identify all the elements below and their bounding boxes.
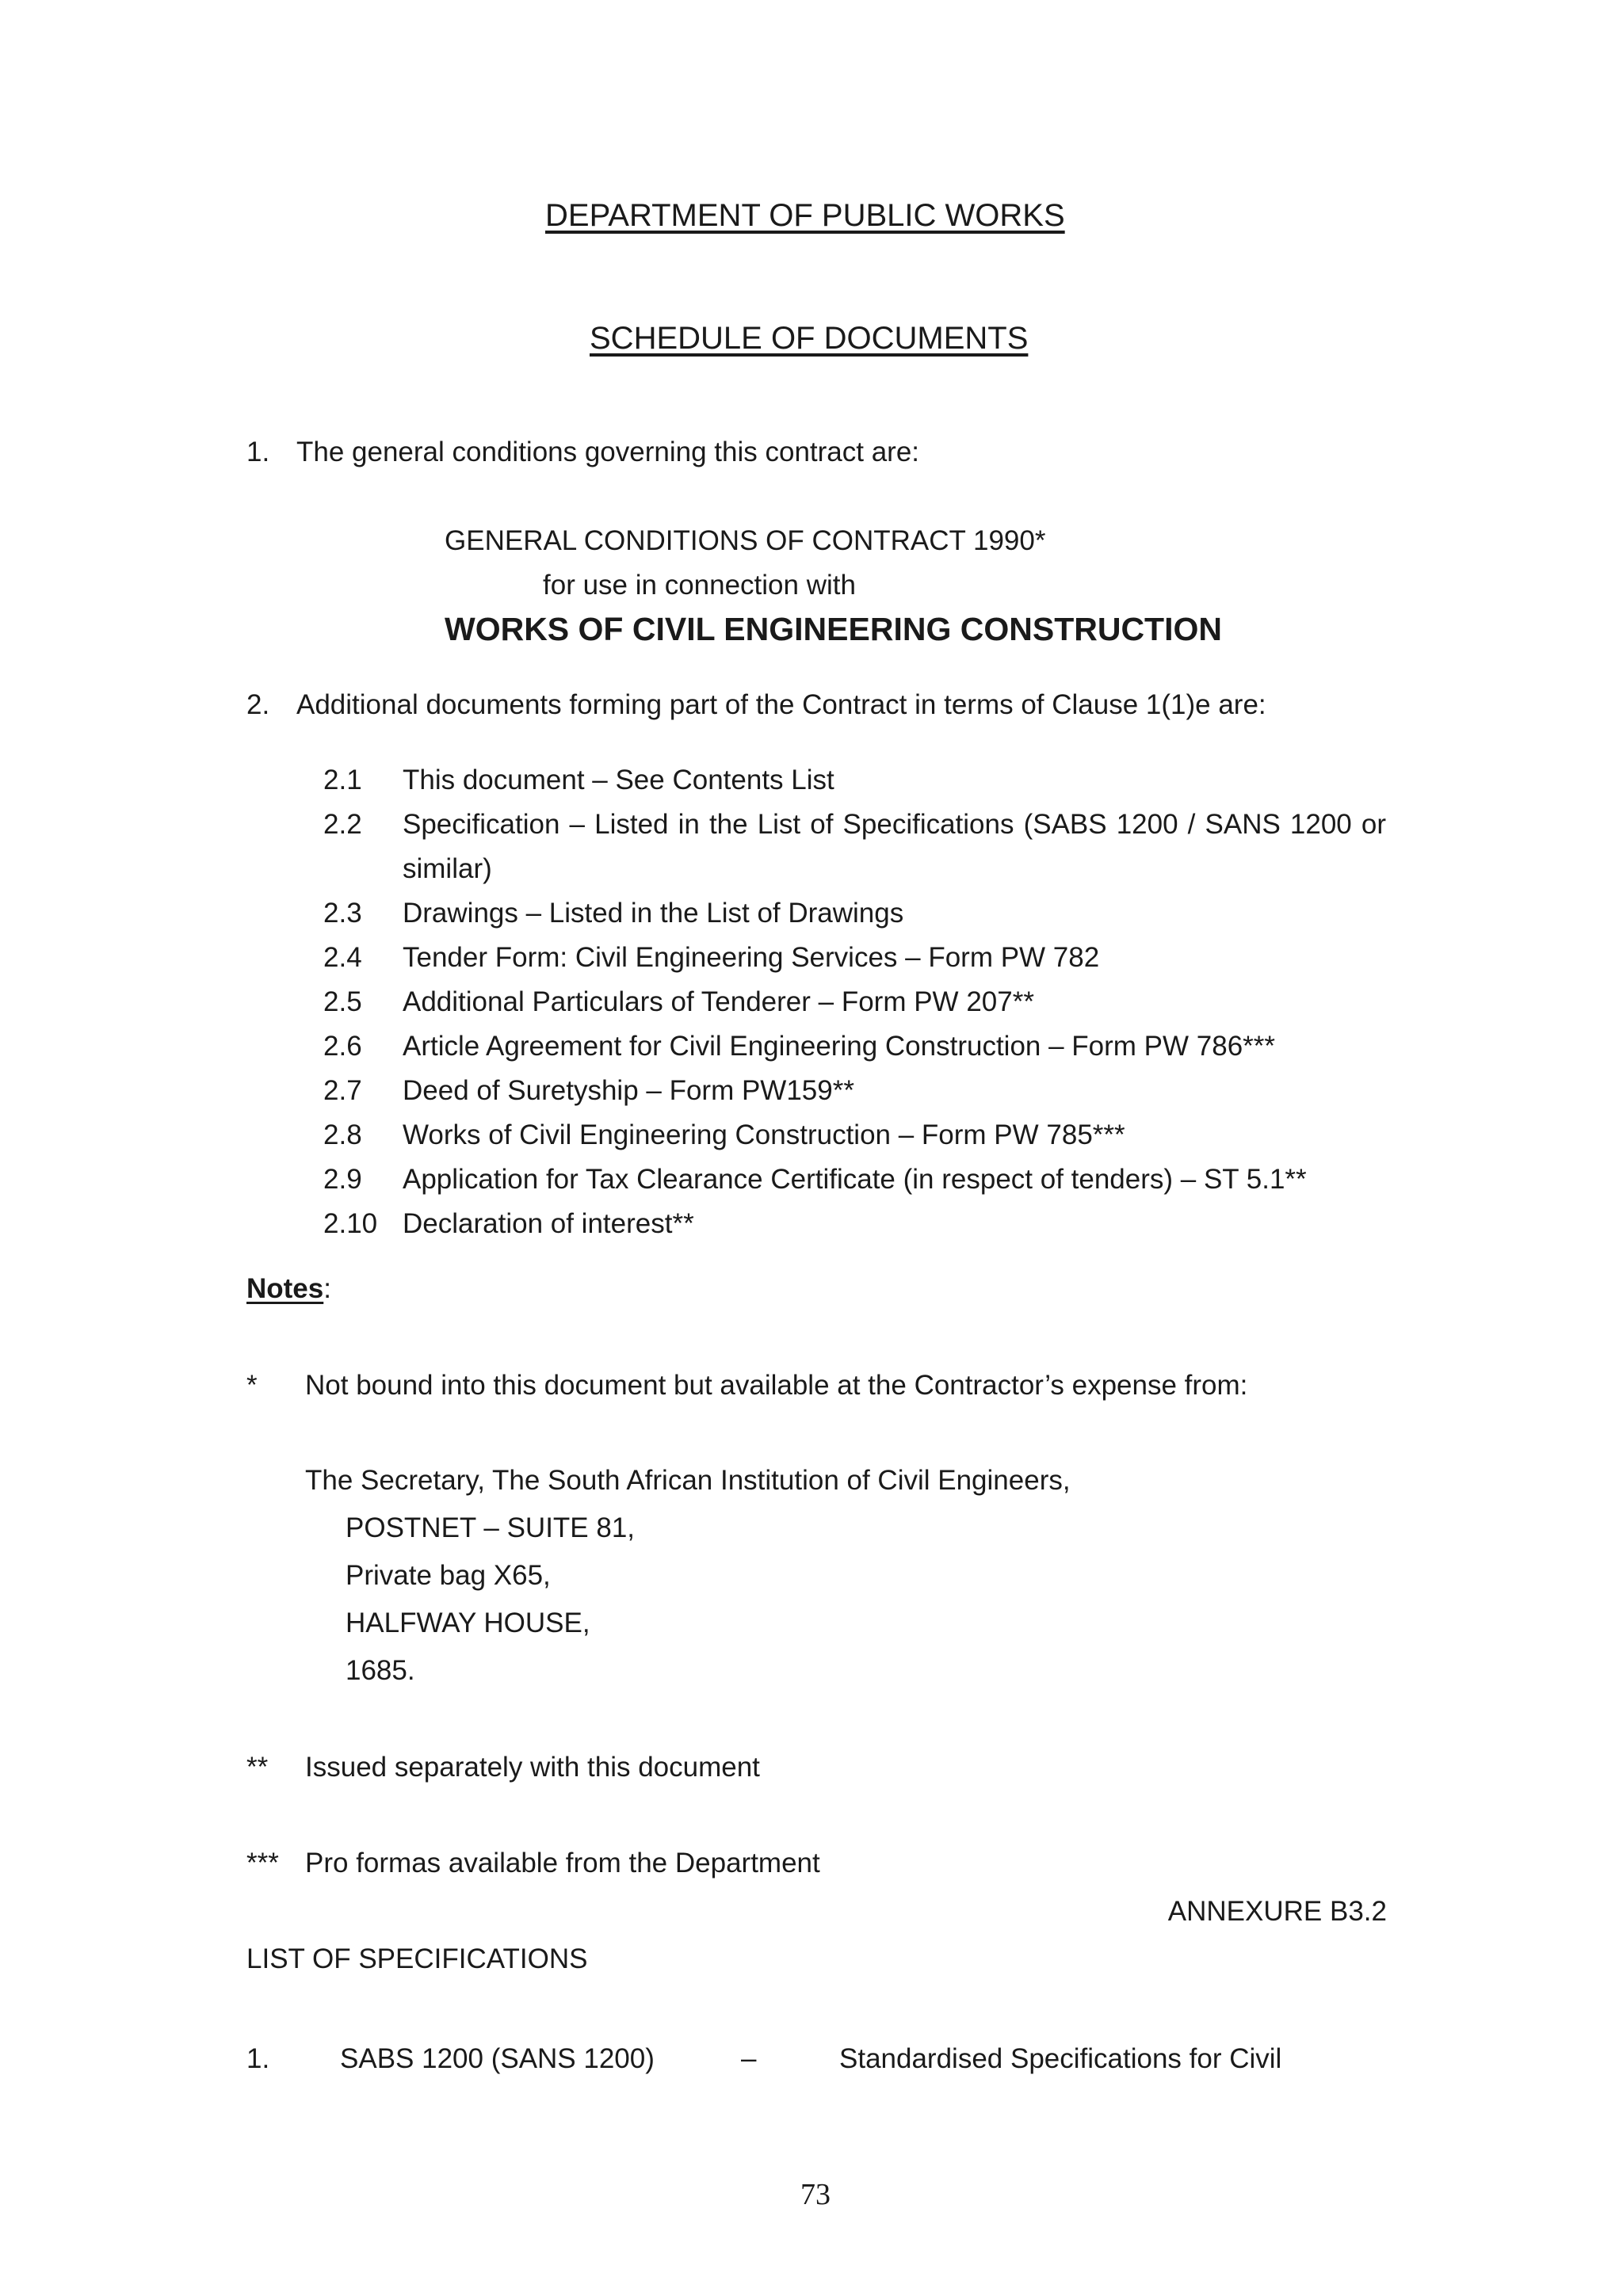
note1-mark: * <box>246 1370 258 1401</box>
subitem-text: Tender Form: Civil Engineering Services – Form PW 782 <box>403 942 1100 973</box>
subitem-text: This document – See Contents List <box>403 765 834 795</box>
note3-mark: *** <box>246 1848 279 1878</box>
spec-item-number: 1. <box>246 2043 270 2074</box>
page-number: 73 <box>800 2178 831 2211</box>
subitem-number: 2.8 <box>323 1119 362 1150</box>
department-heading: DEPARTMENT OF PUBLIC WORKS <box>545 198 1065 233</box>
subitem-number: 2.5 <box>323 986 362 1017</box>
gcc-line3: WORKS OF CIVIL ENGINEERING CONSTRUCTION <box>445 611 1222 647</box>
subitem-number: 2.1 <box>323 765 362 795</box>
item1-number: 1. <box>246 437 270 467</box>
subitem-text: Declaration of interest** <box>403 1208 694 1239</box>
note2-mark: ** <box>246 1752 269 1783</box>
address-line: Private bag X65, <box>346 1560 551 1591</box>
spec-item-dash: – <box>741 2043 757 2074</box>
annexure-label: ANNEXURE B3.2 <box>1167 1896 1387 1927</box>
item1-text: The general conditions governing this contract are: <box>296 437 920 467</box>
item2-text: Additional documents forming part of the Contract in terms of Clause 1(1)e are: <box>296 689 1266 720</box>
subitem-text: Drawings – Listed in the List of Drawings <box>403 898 904 929</box>
subitem-number: 2.4 <box>323 942 362 973</box>
spec-item-text: Standardised Specifications for Civil <box>839 2043 1282 2074</box>
subitem-number: 2.6 <box>323 1031 362 1062</box>
notes-colon: : <box>323 1273 331 1304</box>
address-line: POSTNET – SUITE 81, <box>346 1512 636 1543</box>
notes-label: Notes <box>246 1273 324 1304</box>
note3-text: Pro formas available from the Department <box>305 1848 820 1878</box>
address-line: The Secretary, The South African Institution of Civil Engineers, <box>305 1465 1071 1496</box>
subitem-text: Application for Tax Clearance Certificate (in respect of tenders) – ST 5.1** <box>403 1164 1307 1195</box>
note2-text: Issued separately with this document <box>305 1752 760 1783</box>
subitem-text: Specification – Listed in the List of Specifications (SABS 1200 / SANS 1200 or <box>403 809 1386 840</box>
subitem-number: 2.2 <box>323 809 362 840</box>
subitem-text: Works of Civil Engineering Construction – Form PW 785*** <box>403 1119 1125 1150</box>
subitem-text: Deed of Suretyship – Form PW159** <box>403 1075 854 1106</box>
note1-text: Not bound into this document but available at the Contractor’s expense from: <box>305 1370 1248 1401</box>
address-line: 1685. <box>346 1655 415 1686</box>
subitem-text-wrap <box>403 810 1386 838</box>
item2-number: 2. <box>246 689 270 720</box>
gcc-line2: for use in connection with <box>543 570 856 601</box>
subitem-number: 2.3 <box>323 898 362 929</box>
subitem-number: 2.10 <box>323 1208 378 1239</box>
spec-item-code: SABS 1200 (SANS 1200) <box>340 2043 655 2074</box>
subitem-number: 2.7 <box>323 1075 362 1106</box>
address-line: HALFWAY HOUSE, <box>346 1608 590 1638</box>
schedule-heading: SCHEDULE OF DOCUMENTS <box>590 321 1029 356</box>
notes-heading <box>246 1275 331 1302</box>
specifications-title: LIST OF SPECIFICATIONS <box>246 1943 588 1974</box>
subitem-number: 2.9 <box>323 1164 362 1195</box>
gcc-line1: GENERAL CONDITIONS OF CONTRACT 1990* <box>445 525 1046 556</box>
subitem-text: Article Agreement for Civil Engineering Construction – Form PW 786*** <box>403 1031 1276 1062</box>
subitem-continuation: similar) <box>403 853 492 884</box>
subitem-text: Additional Particulars of Tenderer – Form PW 207** <box>403 986 1034 1017</box>
